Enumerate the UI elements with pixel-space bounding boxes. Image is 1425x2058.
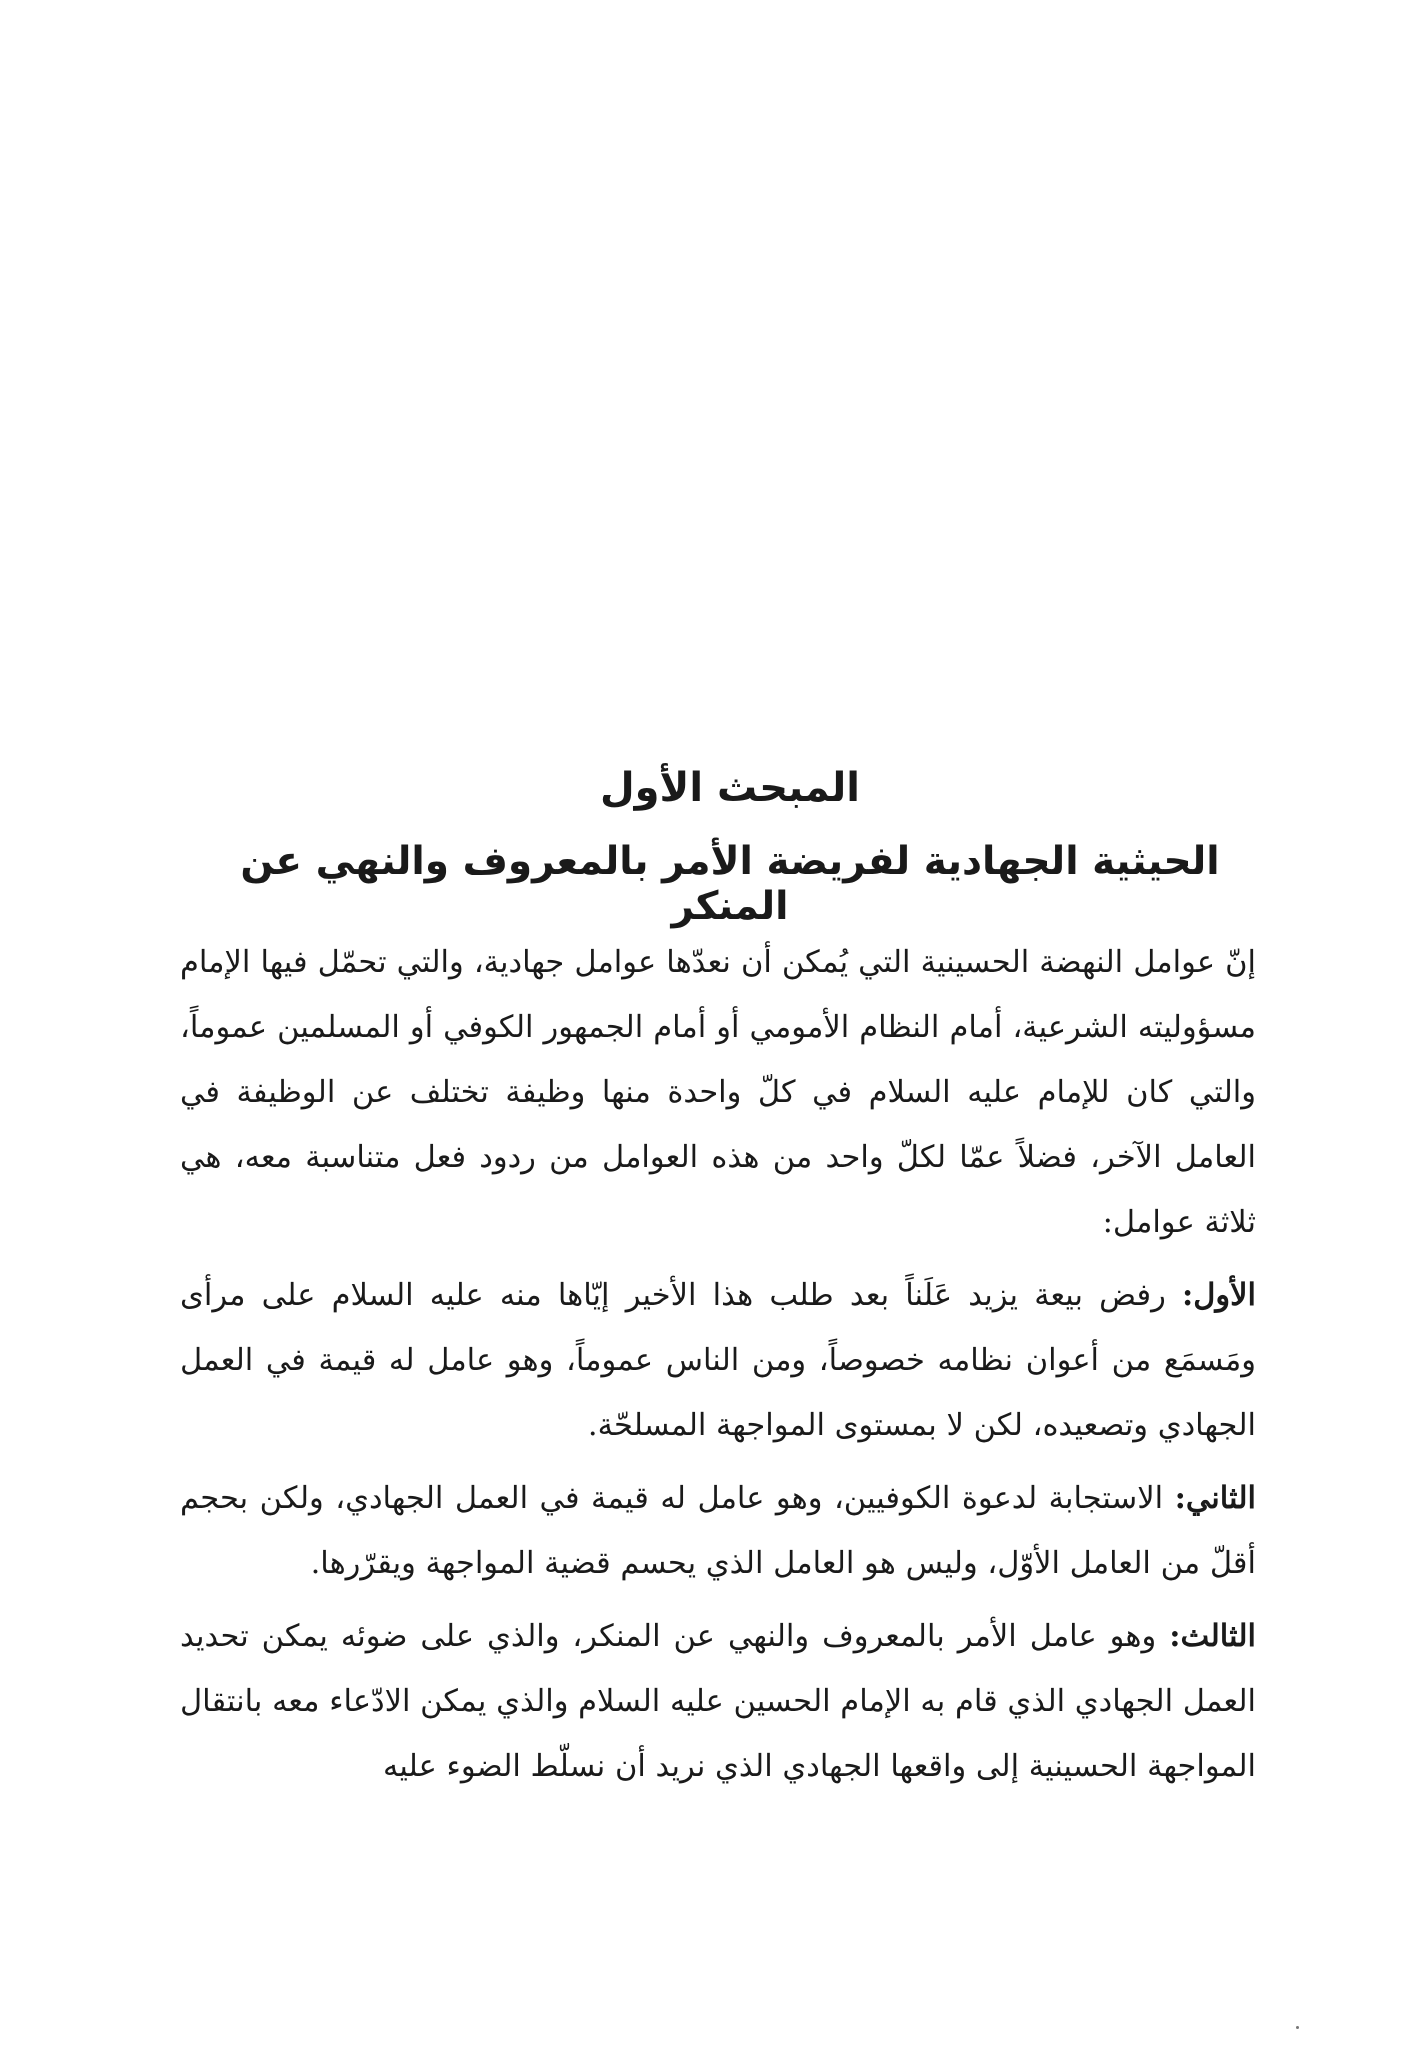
point-second-lead: الثاني:	[1174, 1480, 1256, 1516]
point-first-paragraph	[180, 1263, 1280, 1458]
point-second-paragraph	[180, 1466, 1280, 1596]
body-text	[180, 930, 1280, 1807]
point-third-paragraph	[180, 1604, 1280, 1799]
point-third-text: وهو عامل الأمر بالمعروف والنهي عن المنكر، والذي على ضوئه يمكن تحديد العمل الجهادي الذي قام به الإمام الحسين عليه السلام والذي يمكن الادّعاء معه بانتقال المواجهة الحسينية إلى واقعها الجهادي الذي نريد أن نسلّط الضوء عليه	[180, 1619, 1256, 1784]
section-title: المبحث الأول	[599, 765, 861, 811]
section-subtitle: الحيثية الجهادية لفريضة الأمر بالمعروف والنهي عن المنكر	[240, 839, 1220, 929]
heading-block	[180, 755, 1280, 929]
point-third-lead: الثالث:	[1169, 1618, 1256, 1654]
scan-mark	[1296, 2026, 1299, 2029]
point-first-text: رفض بيعة يزيد عَلَناً بعد طلب هذا الأخير إيّاها منه عليه السلام على مرأى ومَسمَع من أعوان نظامه خصوصاً، ومن الناس عموماً، وهو عامل له قيمة في العمل الجهادي وتصعيده، لكن لا بمستوى المواجهة المسلحّة.	[180, 1278, 1256, 1443]
point-first-lead: الأول:	[1181, 1277, 1256, 1313]
intro-paragraph: إنّ عوامل النهضة الحسينية التي يُمكن أن نعدّها عوامل جهادية، والتي تحمّل فيها الإمام مسؤوليته الشرعية، أمام النظام الأمومي أو أمام الجمهور الكوفي أو المسلمين عموماً، والتي كان للإمام عليه السلام في كلّ واحدة منها وظيفة تختلف عن الوظيفة في العامل الآخر، فضلاً عمّا لكلّ واحد من هذه العوامل من ردود فعل متناسبة معه، هي ثلاثة عوامل:	[180, 945, 1256, 1240]
point-second-text: الاستجابة لدعوة الكوفيين، وهو عامل له قيمة في العمل الجهادي، ولكن بحجم أقلّ من العامل الأوّل، وليس هو العامل الذي يحسم قضية المواجهة ويقرّرها.	[180, 1481, 1256, 1581]
